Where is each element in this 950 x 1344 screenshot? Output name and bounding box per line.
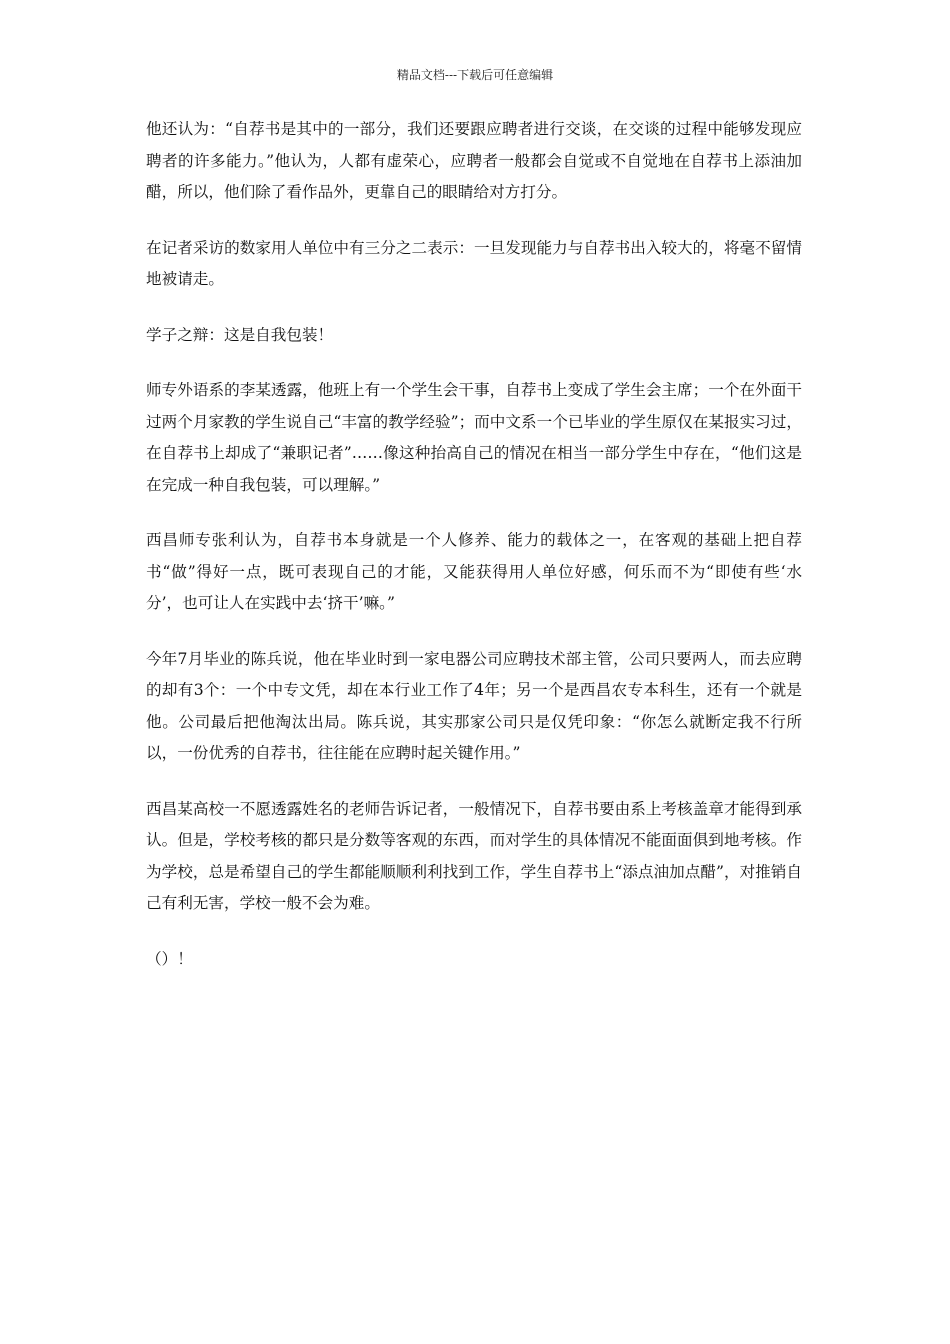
- section-heading: 学子之辩：这是自我包装！: [146, 325, 334, 344]
- paragraph-7: 西昌某高校一不愿透露姓名的老师告诉记者，一般情况下，自荐书要由系上考核盖章才能得到承认。但是，学校考核的都只是分数等客观的东西，而对学生的具体情况不能面面俱到地考核。作为学校，总是希望自己的学生都能顺顺利利找到工作，学生自荐书上“添点油加点醋”，对推销自己有利无害，学校一般不会为难。: [146, 799, 802, 912]
- paragraph-2: 在记者采访的数家用人单位中有三分之二表示：一旦发现能力与自荐书出入较大的，将毫不留情地被请走。: [146, 238, 802, 288]
- closing-line: （）！: [146, 949, 193, 968]
- document-body: [146, 114, 802, 975]
- paragraph-6: 今年7月毕业的陈兵说，他在毕业时到一家电器公司应聘技术部主管，公司只要两人，而去应聘的却有3个：一个中专文凭，却在本行业工作了4年；另一个是西昌农专本科生，还有一个就是他。公司最后把他淘汰出局。陈兵说，其实那家公司只是仅凭印象：“你怎么就断定我不行所以，一份优秀的自荐书，往往能在应聘时起关键作用。”: [146, 649, 802, 762]
- paragraph-5: 西昌师专张利认为，自荐书本身就是一个人修养、能力的载体之一，在客观的基础上把自荐书“做”得好一点，既可表现自己的才能，又能获得用人单位好感，何乐而不为“即使有些‘水分’，也可让人在实践中去‘挤干’嘛。”: [146, 531, 802, 612]
- paragraph-4: 师专外语系的李某透露，他班上有一个学生会干事，自荐书上变成了学生会主席；一个在外面干过两个月家教的学生说自己“丰富的教学经验”；而中文系一个已毕业的学生原仅在某报实习过，在自荐书上却成了“兼职记者”……像这种抬高自己的情况在相当一部分学生中存在，“他们这是在完成一种自我包装，可以理解。”: [146, 381, 802, 494]
- paragraph-1: 他还认为：“自荐书是其中的一部分，我们还要跟应聘者进行交谈，在交谈的过程中能够发现应聘者的许多能力。”他认为，人都有虚荣心，应聘者一般都会自觉或不自觉地在自荐书上添油加醋，所以，他们除了看作品外，更靠自己的眼睛给对方打分。: [146, 120, 802, 201]
- page-header: 精品文档---下载后可任意编辑: [396, 68, 554, 82]
